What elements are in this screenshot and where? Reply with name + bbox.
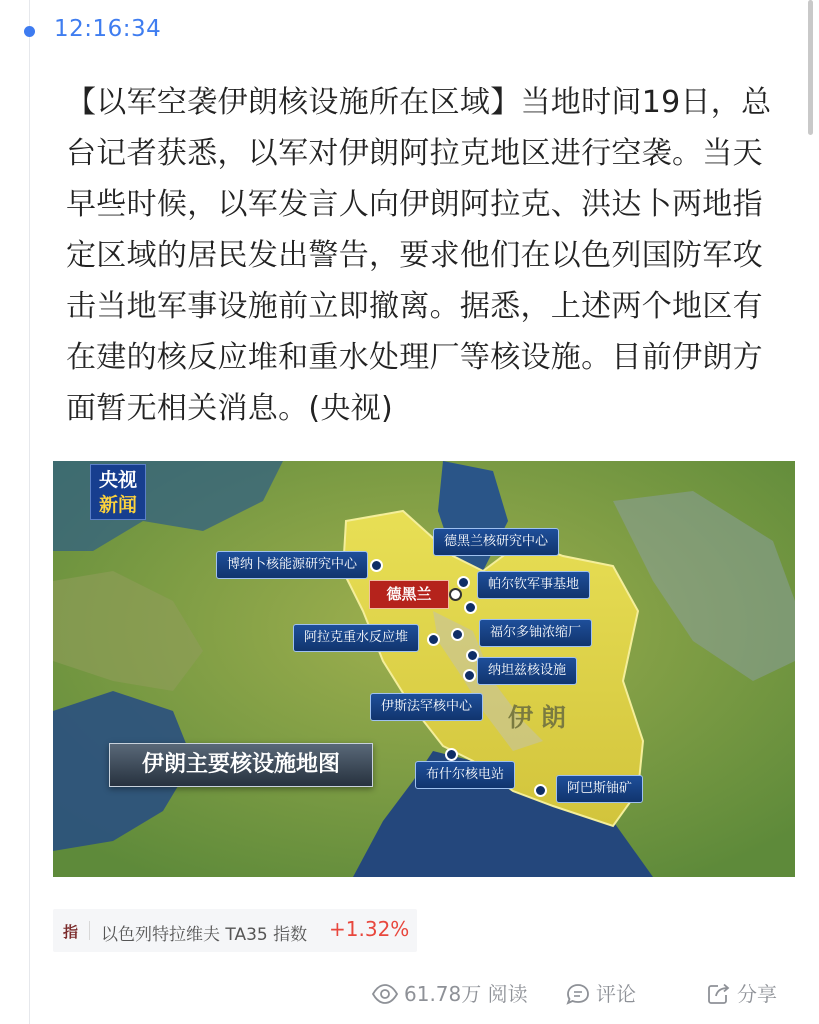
comment-label: 评论 — [596, 982, 636, 1006]
map-title-banner: 伊朗主要核设施地图 — [109, 743, 373, 787]
timeline-dot — [24, 26, 35, 37]
share-icon — [707, 983, 731, 1005]
site-label-fordow: 福尔多铀浓缩厂 — [479, 619, 592, 647]
stock-index-chip[interactable] — [53, 909, 417, 952]
site-label-bushehr: 布什尔核电站 — [415, 761, 515, 789]
share-button[interactable] — [707, 980, 777, 1008]
view-count — [372, 980, 528, 1008]
capital-label: 德黑兰 — [369, 580, 449, 609]
site-dot-parchin — [464, 601, 477, 614]
site-dot-isfahan — [463, 669, 476, 682]
cctv-news-logo: 央视 新闻 — [90, 464, 146, 520]
site-dot-abbas — [534, 784, 547, 797]
site-label-isfahan: 伊斯法罕核中心 — [370, 693, 483, 721]
article-text: 【以军空袭伊朗核设施所在区域】当地时间19日，总台记者获悉，以军对伊朗阿拉克地区进行空袭。当天早些时候，以军发言人向伊朗阿拉克、洪达卜两地指定区域的居民发出警告，要求他们在以色列国防军攻击当地军事设施前立即撤离。据悉，上述两个地区有在建的核反应堆和重水处理厂等核设施。目前伊朗方面暂无相关消息。(央视) — [66, 85, 772, 426]
site-label-abbas: 阿巴斯铀矿 — [556, 775, 643, 803]
news-map-image[interactable] — [53, 461, 795, 877]
country-label: 伊朗 — [508, 703, 575, 732]
timeline-line — [29, 0, 30, 1024]
site-label-parchin: 帕尔钦军事基地 — [477, 571, 590, 599]
site-dot-fordow — [451, 628, 464, 641]
index-badge: 指 — [63, 923, 79, 941]
stock-change: +1.32% — [329, 917, 410, 941]
site-label-natanz: 纳坦兹核设施 — [477, 657, 577, 685]
scrollbar[interactable] — [808, 0, 813, 135]
comment-button[interactable] — [566, 980, 636, 1008]
capital-star-icon — [449, 588, 462, 601]
site-label-tehran-research: 德黑兰核研究中心 — [433, 528, 559, 556]
site-label-bonab: 博纳卜核能源研究中心 — [216, 551, 368, 579]
share-label: 分享 — [737, 982, 777, 1006]
map-background — [53, 461, 795, 877]
site-dot-tehran — [457, 576, 470, 589]
stock-name: 以色列特拉维夫 TA35 指数 — [101, 925, 308, 945]
eye-icon — [372, 984, 398, 1004]
site-dot-bonab — [370, 559, 383, 572]
site-dot-bushehr — [445, 748, 458, 761]
site-dot-arak — [427, 633, 440, 646]
site-label-arak: 阿拉克重水反应堆 — [293, 624, 419, 652]
comment-icon — [566, 983, 590, 1005]
stock-divider — [89, 921, 90, 940]
view-count-text: 61.78万 阅读 — [404, 982, 528, 1006]
timestamp: 12:16:34 — [54, 16, 162, 42]
